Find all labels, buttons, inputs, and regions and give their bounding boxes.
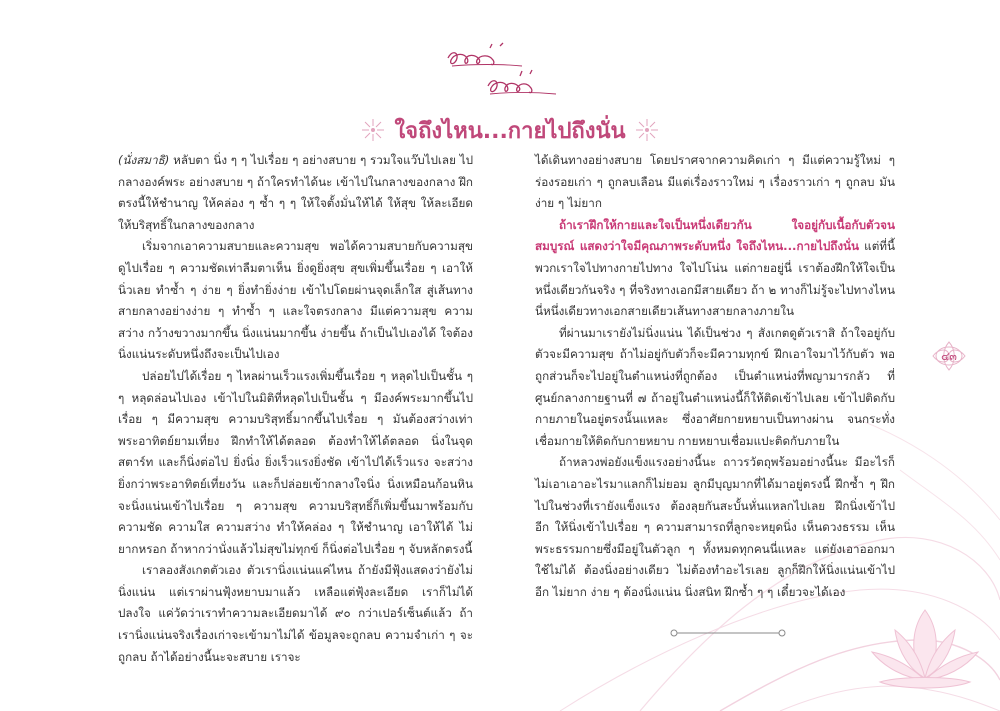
- flower-burst-icon: [360, 117, 386, 143]
- paragraph: [535, 215, 895, 323]
- line-ornament-icon: [668, 626, 788, 640]
- flower-burst-icon: [634, 117, 660, 143]
- paragraph-text: ได้เดินทางอย่างสบาย โดยปราศจากความคิดเก่า ๆ มีแต่ความรู้ใหม่ ๆ ร่องรอยเก่า ๆ ถูกลบเลือน มีแต่เรื่องราวใหม่ ๆ เรื่องราวเก่า ๆ ถูกลบ มันง่าย ๆ ไม่ยาก: [535, 153, 895, 211]
- paragraph-text: เริ่มจากเอาความสบายและความสุข พอได้ความสบายกับความสุข ดูไปเรื่อย ๆ ความชัดเท่าลืมตาเห็น ยิ่งดูยิ่งสุข สุขเพิ่มขึ้นเรื่อย ๆ เอาให้นิ่วเลย ทำซ้ำ ๆ ง่าย ๆ ยิ่งทำยิ่งง่าย เข้าไปโดยผ่านจุดเล็กใส สู่เส้นทางสายกลางอย่างง่าย ๆ ทำซ้ำ ๆ และใจตรงกลาง มีแต่ความสุข ความสว่าง กว้างขวางมากขึ้น นิ่งแน่นมากขึ้น ง่ายขึ้น ถ้าเป็นไปเองได้ ใจต้องนิ่งแน่นระดับหนึ่งถึงจะเป็นไปเอง: [118, 239, 473, 362]
- paragraph-text: แต่ที่นี้พวกเราใจไปทางกายไปทาง ใจไปโน่น แต่กายอยู่นี่ เราต้องฝึกให้ใจเป็นหนึ่งเดียวกันจริง ๆ ที่จริงทางเอกมีสายเดียว ถ้า ๒ ทางก็ไม่รู้จะไปทางไหน นี่หนึ่งเดียวทางเอกสายเดียวเส้นทางสายกลางภายใน: [535, 239, 895, 319]
- paragraph-text: ที่ผ่านมาเรายังไม่นิ่งแน่น ได้เป็นช่วง ๆ สังเกตดูตัวเราสิ ถ้าใจอยู่กับตัวจะมีความสุข ถ้าไม่อยู่กับตัวก็จะมีความทุกข์ ฝึกเอาใจมาไว้กับตัว พอถูกส่วนก็จะไปอยู่ในตำแหน่งที่ถูกต้อง เป็นตำแหน่งที่พญามารกลัว ที่ศูนย์กลางกายฐานที่ ๗ ถ้าอยู่ในตำแหน่งนี้ก็ให้ติดเข้าไปเลย เข้าไปติดกับกายภายในอยู่ตรงนั้นแหละ ซึ่งอาศัยกายหยาบเป็นทางผ่าน จนกระทั่งเชื่อมกายให้ติดกับกายหยาบ กายหยาบเชื่อมแปะติดกับภายใน: [535, 325, 895, 448]
- paragraph: [535, 323, 895, 453]
- paragraph-lead: (นั่งสมาธิ): [118, 153, 170, 167]
- title-row: [300, 112, 720, 148]
- swirl-line: [900, 470, 1000, 560]
- paragraph: [118, 236, 473, 366]
- paragraph-text: หลับตา นิ่ง ๆ ๆ ไปเรื่อย ๆ อย่างสบาย ๆ รวมใจแว๊บไปเลย ไปกลางองค์พระ อย่างสบาย ๆ ถ้าใครทำได้นะ เข้าไปในกลางของกลาง ฝึกตรงนี้ให้ชำนาญ ให้คล่อง ๆ ซ้ำ ๆ ๆ ให้ใจตั้งมั่นให้ได้ ให้สุข ให้ละเอียด ให้บริสุทธิ์ในกลางของกลาง: [118, 153, 473, 232]
- left-text-column: [118, 150, 473, 668]
- paragraph: [118, 560, 473, 668]
- lotus-flower-icon: [860, 590, 990, 700]
- paragraph-text: เราลองสังเกตตัวเอง ตัวเรานิ่งแน่นแค่ไหน ถ้ายังมีฟุ้งแสดงว่ายังไม่นิ่งแน่น แต่เราผ่านฟุ้งหยาบมาแล้ว เหลือแต่ฟุ้งละเอียด เราก็ไม่ได้ปลงใจ แค่วัดว่าเราทำความละเอียดมาได้ ๙๐ กว่าเปอร์เซ็นต์แล้ว ถ้าเรานิ่งแน่นจริงเรื่องเก่าจะเข้ามาไม่ได้ ข้อมูลจะถูกลบ ความจำเก่า ๆ จะถูกลบ ถ้าได้อย่างนี้นะจะสบาย เราจะ: [118, 563, 473, 664]
- signature-logo: [430, 40, 570, 108]
- paragraph-text: ถ้าหลวงพ่อยังแข็งแรงอย่างนี้นะ ถาวรวัตถุพร้อมอย่างนี้นะ มีอะไรก็ไม่เอาเอาอะไรมาแลกก็ไม่ยอม ลูกมีบุญมากที่ได้มาอยู่ตรงนี้ ฝึกซ้ำ ๆ ฝึกไปในช่วงที่เรายังแข็งแรง ต้องลุยกันสะบั้นหั่นแหลกไปเลย ฝึกนิ่งเข้าไปอีก ให้นิ่งเข้าไปเรื่อย ๆ ความสามารถที่ลูกจะหยุดนิ่ง เห็นดวงธรรม เห็นพระธรรมกายซึ่งมีอยู่ในตัวลูก ๆ ทั้งหมดทุกคนนี่แหละ แต่ยังเอาออกมาใช้ไม่ได้ ต้องนิ่งอย่างเดียว ไม่ต้องทำอะไรเลย ลูกก็ฝึกให้นิ่งแน่นเข้าไปอีก ไม่ยาก ง่าย ๆ ต้องนิ่งแน่น นิ่งสนิท ฝึกซ้ำ ๆ ๆ เดี๋ยวจะได้เอง: [535, 455, 895, 599]
- paragraph: [535, 452, 895, 603]
- page-number: ๔๓: [941, 350, 957, 363]
- paragraph: [118, 366, 473, 560]
- page-title: ใจถึงไหน...กายไปถึงนั่น: [394, 118, 626, 144]
- highlighted-quote: ถ้าเราฝึกให้กายและใจเป็นหนึ่งเดียวกัน ใจอยู่กับเนื้อกับตัวจนสมบูรณ์ แสดงว่าใจมีคุณภาพระดับหนึ่ง ใจถึงไหน...กายไปถึงนั่น: [535, 217, 895, 254]
- paragraph: [118, 150, 473, 236]
- right-text-column: [535, 150, 895, 603]
- paragraph-text: ปล่อยไปได้เรื่อย ๆ ไหลผ่านเร็วแรงเพิ่มขึ้นเรื่อย ๆ หลุดไปเป็นชั้น ๆ ๆ หลุดล่อนไปเอง เข้าไปในมิติที่หลุดไปเป็นชั้น ๆ มีองค์พระมากขึ้นไปเรื่อย ๆ มีความสุข ความบริสุทธิ์มากขึ้นไปเรื่อย ๆ มันต้องสว่างเท่าพระอาทิตย์ยามเที่ยง ฝึกทำให้ได้ตลอด ต้องทำให้ได้ตลอด นิ่งในจุดสตาร์ท และก็นิ่งต่อไป ยิ่งนิ่ง ยิ่งเร็วแรงยิ่งชัด เข้าไปได้เร็วแรง จะสว่างยิ่งกว่าพระอาทิตย์เที่ยงวัน และก็ปล่อยเข้ากลางใจนิ่ง นิ่งเหมือนก้อนหิน จะนิ่งแน่นเข้าไปเรื่อย ๆ ความสุข ความบริสุทธิ์ก็เพิ่มขึ้นมาพร้อมกับความชัด ความใส ความสว่าง ทำให้คล่อง ๆ ให้ชำนาญ เอาให้ได้ ไม่ยากหรอก ถ้าหากว่านั่งแล้วไม่สุขไม่ทุกข์ ก็นิ่งต่อไปเรื่อย ๆ จับหลักตรงนี้: [118, 368, 473, 556]
- paragraph: [535, 150, 895, 215]
